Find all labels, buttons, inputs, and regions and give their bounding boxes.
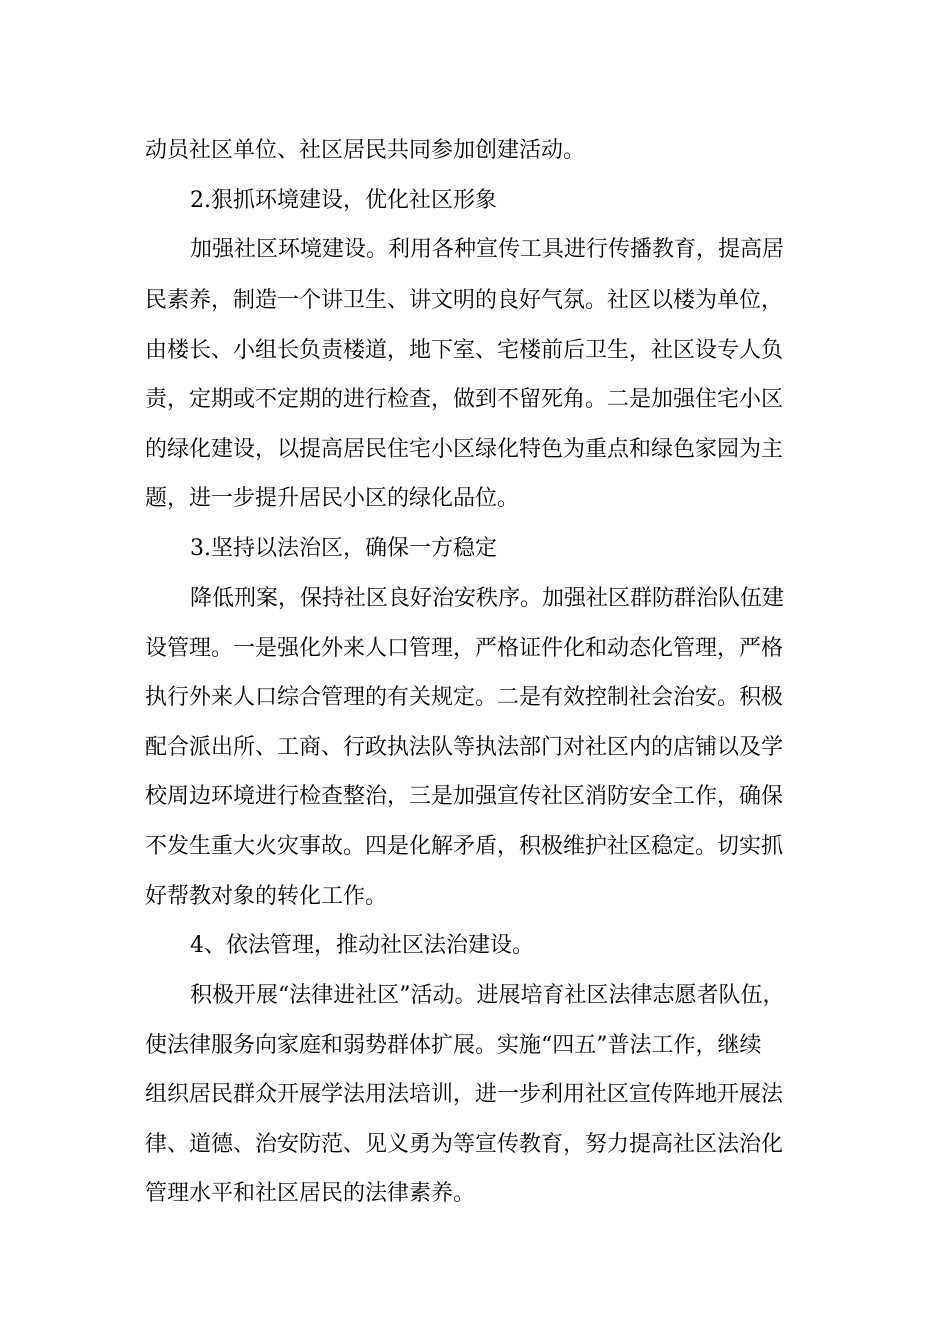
paragraph-line: 加强社区环境建设。利用各种宣传工具进行传播教育，提高居 <box>190 237 785 262</box>
paragraph-line: 使法律服务向家庭和弱势群体扩展。实施“四五”普法工作，继续 <box>145 1033 762 1058</box>
paragraph-line: 配合派出所、工商、行政执法队等执法部门对社区内的店铺以及学 <box>145 735 784 760</box>
paragraph-line: 降低刑案，保持社区良好治安秩序。加强社区群防群治队伍建 <box>190 586 785 611</box>
section-heading-4: 4、依法管理，推动社区法治建设。 <box>190 933 534 958</box>
paragraph-line: 律、道德、治安防范、见义勇为等宣传教育，努力提高社区法治化 <box>145 1132 784 1157</box>
paragraph-line: 不发生重大火灾事故。四是化解矛盾，积极维护社区稳定。切实抓 <box>145 834 784 859</box>
section-heading-3: 3.坚持以法治区，确保一方稳定 <box>190 536 497 561</box>
paragraph-line: 积极开展“法律进社区”活动。进展培育社区法律志愿者队伍， <box>190 983 785 1008</box>
paragraph-line: 好帮教对象的转化工作。 <box>145 884 388 909</box>
paragraph-line: 执行外来人口综合管理的有关规定。二是有效控制社会治安。积极 <box>145 685 784 710</box>
paragraph-line: 的绿化建设，以提高居民住宅小区绿化特色为重点和绿色家园为主 <box>145 437 784 462</box>
paragraph-line: 设管理。一是强化外来人口管理，严格证件化和动态化管理，严格 <box>145 636 784 661</box>
paragraph-line: 民素养，制造一个讲卫生、讲文明的良好气氛。社区以楼为单位， <box>145 288 784 313</box>
paragraph-line: 动员社区单位、社区居民共同参加创建活动。 <box>145 138 586 163</box>
paragraph-line: 校周边环境进行检查整治，三是加强宣传社区消防安全工作，确保 <box>145 784 784 809</box>
paragraph-line: 管理水平和社区居民的法律素养。 <box>145 1181 476 1206</box>
paragraph-line: 责，定期或不定期的进行检查，做到不留死角。二是加强住宅小区 <box>145 387 784 412</box>
paragraph-line: 组织居民群众开展学法用法培训，进一步利用社区宣传阵地开展法 <box>145 1082 784 1107</box>
section-heading-2: 2.狠抓环境建设，优化社区形象 <box>190 188 497 213</box>
paragraph-line: 由楼长、小组长负责楼道，地下室、宅楼前后卫生，社区设专人负 <box>145 338 784 363</box>
paragraph-line: 题，进一步提升居民小区的绿化品位。 <box>145 486 520 511</box>
